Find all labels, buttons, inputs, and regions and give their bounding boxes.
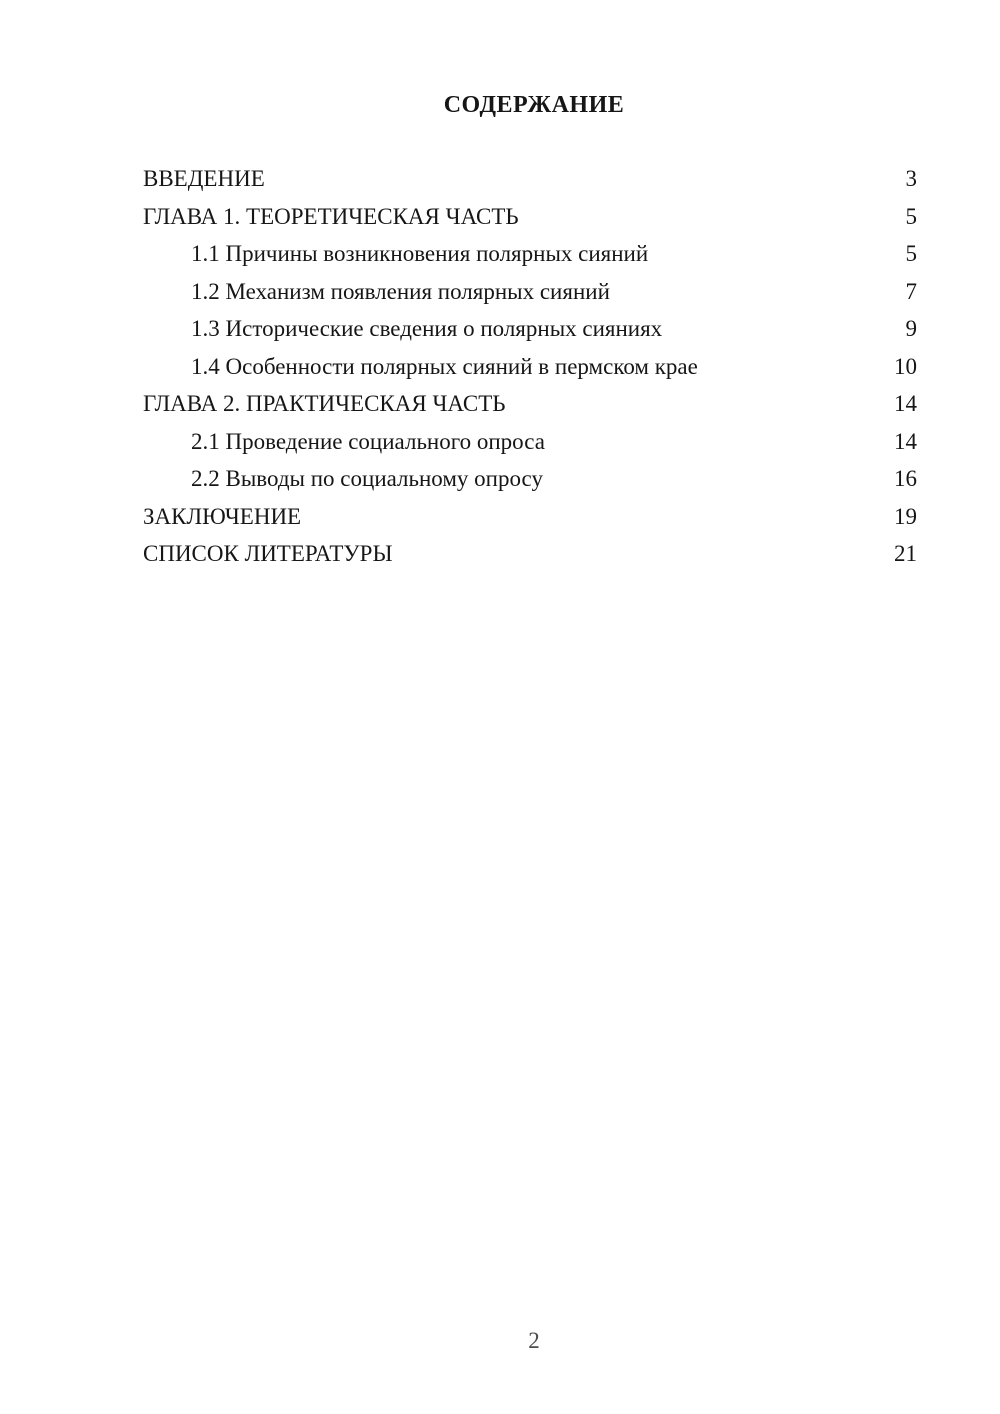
toc-entry-page: 3 [905, 166, 917, 191]
toc-entry-label: ЗАКЛЮЧЕНИЕ [143, 503, 302, 529]
toc-entry [143, 348, 917, 386]
table-of-contents [143, 160, 917, 573]
toc-entry-label: 1.3 Исторические сведения о полярных сияниях [191, 316, 663, 341]
toc-entry-page: 21 [894, 541, 917, 566]
toc-entry-page: 9 [905, 316, 917, 341]
toc-entry-page: 16 [894, 466, 917, 491]
toc-entry-label: 2.1 Проведение социального опроса [191, 428, 545, 454]
page-title: СОДЕРЖАНИЕ [443, 92, 625, 118]
toc-entry-label: 2.2 Выводы по социальному опросу [191, 466, 543, 491]
toc-entry-label: СПИСОК ЛИТЕРАТУРЫ [143, 541, 393, 566]
toc-entry-label: ГЛАВА 1. ТЕОРЕТИЧЕСКАЯ ЧАСТЬ [143, 203, 519, 229]
toc-entry [143, 498, 917, 536]
toc-entry-label: ГЛАВА 2. ПРАКТИЧЕСКАЯ ЧАСТЬ [143, 391, 506, 416]
toc-entry-page: 10 [894, 353, 917, 379]
toc-entry [143, 535, 917, 573]
toc-entry [143, 310, 917, 348]
toc-entry [143, 160, 917, 198]
toc-entry-page: 14 [894, 391, 917, 416]
page-number-footer: 2 [528, 1328, 540, 1353]
toc-entry-label: 1.2 Механизм появления полярных сияний [191, 278, 610, 304]
toc-entry-page: 5 [905, 203, 917, 229]
toc-entry-page: 14 [894, 428, 917, 454]
toc-entry [143, 198, 917, 236]
toc-entry [143, 460, 917, 498]
toc-entry-page: 5 [905, 241, 917, 266]
toc-entry-page: 7 [905, 278, 917, 304]
toc-entry [143, 385, 917, 423]
toc-entry-label: 1.4 Особенности полярных сияний в пермском крае [191, 353, 698, 379]
toc-entry [143, 235, 917, 273]
toc-entry [143, 423, 917, 461]
toc-entry [143, 273, 917, 311]
toc-entry-label: ВВЕДЕНИЕ [143, 166, 265, 191]
toc-entry-label: 1.1 Причины возникновения полярных сияний [191, 241, 649, 266]
toc-entry-page: 19 [894, 503, 917, 529]
